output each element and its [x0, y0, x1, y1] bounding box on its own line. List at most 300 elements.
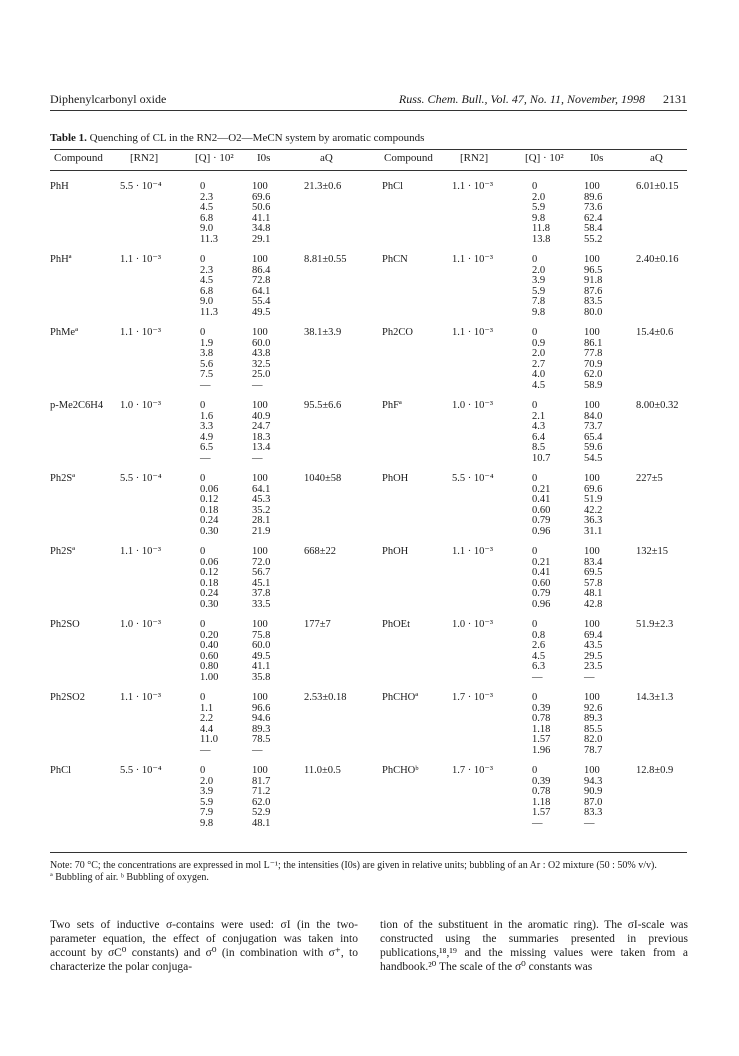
table-row [382, 349, 722, 360]
cell-i0s: — [252, 744, 263, 756]
table-row [382, 589, 722, 600]
cell-aq: 11.0±0.5 [304, 765, 341, 776]
cell-rn2: 1.7 · 10⁻³ [452, 692, 494, 703]
cell-compound: PhCl [50, 765, 72, 776]
cell-i0s: 57.8 [584, 577, 603, 589]
cell-q: 0 [532, 765, 538, 776]
table-row [50, 600, 390, 611]
cell-q: 0.06 [200, 483, 219, 495]
cell-q: — [532, 817, 543, 829]
table-row [382, 600, 722, 611]
running-header [50, 92, 687, 108]
cell-rn2: 1.1 · 10⁻³ [120, 692, 162, 703]
cell-aq: 1040±58 [304, 473, 342, 484]
table-row [50, 214, 390, 225]
cell-q: 9.8 [532, 212, 546, 224]
cell-q: 8.5 [532, 442, 546, 453]
cell-q: 9.0 [200, 296, 214, 307]
cell-i0s: 58.9 [584, 379, 603, 391]
compound-group [50, 547, 390, 610]
cell-q: 4.5 [200, 275, 214, 286]
cell-q: 7.8 [532, 296, 546, 307]
table-row [382, 735, 722, 746]
table-row [382, 766, 722, 777]
cell-i0s: 75.8 [252, 629, 271, 641]
cell-compound: PhOH [382, 473, 409, 484]
compound-group [382, 620, 722, 683]
cell-rn2: 1.0 · 10⁻³ [452, 619, 494, 630]
cell-q: 6.8 [200, 212, 214, 224]
cell-compound: Ph2Sª [50, 546, 76, 557]
table-row [382, 182, 722, 193]
table-row [382, 454, 722, 465]
table-row [50, 777, 390, 788]
cell-q: 0.60 [532, 504, 551, 516]
compound-group [50, 182, 390, 245]
table-row [382, 652, 722, 663]
col-rn2: [RN2] [130, 152, 159, 164]
table-row [50, 360, 390, 371]
table-row [50, 255, 390, 266]
cell-q: 5.9 [532, 285, 546, 297]
col-compound: Compound [54, 152, 103, 164]
cell-q: 2.0 [532, 348, 546, 359]
table-row [382, 266, 722, 277]
cell-i0s: 86.1 [584, 337, 603, 349]
cell-q: 0.79 [532, 515, 551, 526]
cell-q: 3.9 [200, 786, 214, 797]
cell-q: 0.18 [200, 577, 219, 589]
group-spacer [382, 537, 722, 547]
cell-i0s: 100 [584, 692, 600, 703]
cell-i0s: 84.0 [584, 410, 603, 422]
cell-q: 4.5 [200, 202, 214, 213]
cell-q: 2.0 [532, 191, 546, 203]
col-i0s: I0s [257, 152, 271, 164]
table-row [50, 495, 390, 506]
cell-rn2: 1.0 · 10⁻³ [452, 400, 494, 411]
cell-aq: 51.9±2.3 [636, 619, 674, 630]
cell-q: 0 [200, 765, 206, 776]
cell-q: 0.78 [532, 786, 551, 797]
col-compound-r: Compound [384, 152, 433, 164]
table-row [50, 297, 390, 308]
cell-i0s: 100 [584, 254, 600, 265]
cell-q: 0.60 [200, 650, 219, 662]
cell-q: 6.3 [532, 661, 546, 672]
body-column-right: tion of the substituent in the aromatic ring). The σI-scale was constructed using the summaries presented in previous publications,¹⁸,¹⁹ and the missing values were taken from a handbook.²⁰ The scale of the σ⁰ constants was [380, 919, 688, 973]
group-spacer [382, 464, 722, 474]
cell-q: 0.39 [532, 775, 551, 787]
cell-aq: 8.81±0.55 [304, 254, 347, 265]
table-row [382, 235, 722, 246]
cell-i0s: 43.5 [584, 640, 603, 651]
cell-compound: PhCl [382, 181, 404, 192]
journal-citation: Russ. Chem. Bull., Vol. 47, No. 11, November, 1998 [398, 92, 645, 106]
cell-q: 0 [532, 473, 538, 484]
cell-q: 6.8 [200, 285, 214, 297]
cell-i0s: 81.7 [252, 775, 271, 787]
cell-q: 9.8 [200, 817, 214, 829]
table-row [50, 725, 390, 736]
table-row [50, 746, 390, 757]
cell-q: 0.30 [200, 598, 219, 610]
table-row [50, 558, 390, 569]
table-row [50, 182, 390, 193]
cell-i0s: 73.6 [584, 202, 603, 213]
table-row [382, 547, 722, 558]
table-row [50, 381, 390, 392]
table-row [382, 443, 722, 454]
table-row [50, 443, 390, 454]
cell-i0s: 35.8 [252, 671, 271, 683]
table-row [50, 631, 390, 642]
col-q-r: [Q] · 10² [525, 152, 564, 164]
cell-q: 11.8 [532, 223, 550, 234]
cell-q: 0 [200, 327, 206, 338]
cell-i0s: 36.3 [584, 515, 603, 526]
table-row [50, 819, 390, 830]
col-rn2-r: [RN2] [460, 152, 489, 164]
cell-q: 0.96 [532, 525, 551, 537]
table-row [382, 422, 722, 433]
page-number: 2131 [663, 92, 687, 106]
cell-i0s: 71.2 [252, 786, 271, 797]
cell-compound: PhFª [382, 400, 402, 411]
table-row [50, 224, 390, 235]
cell-rn2: 5.5 · 10⁻⁴ [120, 765, 162, 776]
cell-rn2: 5.5 · 10⁻⁴ [120, 473, 162, 484]
cell-q: 0.21 [532, 483, 551, 495]
table-row [382, 704, 722, 715]
table-caption [50, 132, 424, 144]
cell-q: 0 [532, 254, 538, 265]
table-row [382, 506, 722, 517]
cell-q: 2.3 [200, 191, 214, 203]
table-row [382, 558, 722, 569]
table-row [50, 287, 390, 298]
cell-q: 9.0 [200, 223, 214, 234]
table-row [50, 652, 390, 663]
table-row [50, 547, 390, 558]
cell-i0s: 100 [584, 619, 600, 630]
cell-aq: 15.4±0.6 [636, 327, 674, 338]
cell-i0s: 60.0 [252, 640, 271, 651]
cell-i0s: 100 [584, 765, 600, 776]
table-note: Note: 70 °C; the concentrations are expressed in mol L⁻¹; the intensities (I0s) are given in relative units; bubbling of an Ar : O2 mixture (50 : 50% v/v). [50, 860, 657, 871]
table-row [382, 224, 722, 235]
cell-i0s: 24.7 [252, 421, 271, 432]
cell-aq: 12.8±0.9 [636, 765, 674, 776]
cell-i0s: 58.4 [584, 223, 603, 234]
cell-i0s: 69.5 [584, 567, 603, 578]
cell-rn2: 1.0 · 10⁻³ [120, 400, 162, 411]
cell-q: 2.1 [532, 410, 546, 422]
cell-q: 11.0 [200, 734, 218, 745]
cell-q: 4.4 [200, 723, 214, 735]
table-label: Table 1. [50, 132, 87, 144]
table-row [50, 766, 390, 777]
cell-q: 2.3 [200, 264, 214, 276]
cell-q: 0.78 [532, 713, 551, 724]
compound-group [50, 328, 390, 391]
cell-q: 4.9 [200, 431, 214, 443]
cell-aq: 21.3±0.6 [304, 181, 342, 192]
cell-i0s: 100 [584, 181, 600, 192]
cell-i0s: 69.6 [584, 483, 603, 495]
header-rule [50, 110, 687, 111]
table-row [50, 662, 390, 673]
table-row [382, 193, 722, 204]
cell-q: 5.9 [532, 202, 546, 213]
cell-i0s: 43.8 [252, 348, 271, 359]
body-column-left: Two sets of inductive σ-contains were used: σI (in the two-parameter equation, the effect of conjugation was taken into account by σC⁰ constants) and σ⁰ (in combination with σ⁺, to characterize the polar conjuga- [50, 919, 358, 973]
cell-q: 9.8 [532, 306, 546, 318]
cell-i0s: 56.7 [252, 567, 271, 578]
cell-q: 0 [532, 400, 538, 411]
cell-q: 0.41 [532, 494, 551, 505]
compound-group [382, 255, 722, 318]
cell-q: 7.5 [200, 369, 214, 380]
table-footnote: ª Bubbling of air. ᵇ Bubbling of oxygen. [50, 872, 209, 883]
table-row [382, 673, 722, 684]
cell-i0s: 62.4 [584, 212, 603, 224]
table-top-rule [50, 149, 687, 150]
cell-i0s: 59.6 [584, 442, 603, 453]
cell-q: 1.57 [532, 807, 551, 818]
table-row [382, 777, 722, 788]
cell-i0s: 100 [584, 473, 600, 484]
cell-i0s: 55.2 [584, 233, 603, 245]
cell-q: — [532, 671, 543, 683]
cell-q: 5.6 [200, 358, 214, 370]
cell-q: 3.9 [532, 275, 546, 286]
cell-compound: PhH [50, 181, 69, 192]
cell-i0s: — [252, 379, 263, 391]
cell-aq: 8.00±0.32 [636, 400, 679, 411]
cell-q: 3.3 [200, 421, 214, 432]
cell-i0s: 72.8 [252, 275, 271, 286]
cell-compound: PhHª [50, 254, 72, 265]
table-row [382, 641, 722, 652]
cell-q: 0 [532, 181, 538, 192]
table-row [382, 360, 722, 371]
cell-q: 1.57 [532, 734, 551, 745]
table-row [50, 276, 390, 287]
cell-i0s: 64.1 [252, 483, 271, 495]
cell-i0s: 45.3 [252, 494, 271, 505]
cell-q: 2.0 [532, 264, 546, 276]
cell-i0s: 86.4 [252, 264, 271, 276]
cell-q: 0.8 [532, 629, 546, 641]
table-row [382, 276, 722, 287]
cell-q: 4.0 [532, 369, 546, 380]
table-row [382, 568, 722, 579]
cell-q: 0 [532, 692, 538, 703]
cell-i0s: 82.0 [584, 734, 603, 745]
table-row [382, 662, 722, 673]
table-row [382, 433, 722, 444]
table-row [50, 579, 390, 590]
cell-i0s: 32.5 [252, 358, 271, 370]
cell-i0s: 41.1 [252, 661, 271, 672]
table-row [50, 454, 390, 465]
cell-i0s: 87.0 [584, 796, 603, 808]
cell-q: 0.18 [200, 504, 219, 516]
cell-q: 1.18 [532, 723, 551, 735]
table-row [50, 641, 390, 652]
compound-group [382, 401, 722, 464]
cell-i0s: 18.3 [252, 431, 271, 443]
table-row [50, 704, 390, 715]
cell-rn2: 1.1 · 10⁻³ [120, 254, 162, 265]
header-journal-info [399, 92, 687, 107]
cell-q: — [200, 744, 211, 756]
cell-i0s: 100 [584, 400, 600, 411]
cell-i0s: 41.1 [252, 212, 271, 224]
table-row [50, 798, 390, 809]
table-row [382, 401, 722, 412]
cell-q: 0.06 [200, 556, 219, 568]
cell-rn2: 1.1 · 10⁻³ [120, 546, 162, 557]
cell-i0s: 100 [584, 546, 600, 557]
cell-q: 1.1 [200, 702, 214, 714]
table-row [382, 714, 722, 725]
cell-q: 2.0 [200, 775, 214, 787]
cell-q: 1.96 [532, 744, 551, 756]
cell-aq: 227±5 [636, 473, 663, 484]
cell-aq: 14.3±1.3 [636, 692, 674, 703]
cell-q: 13.8 [532, 233, 551, 245]
cell-i0s: 52.9 [252, 807, 271, 818]
table-row [382, 381, 722, 392]
cell-rn2: 1.1 · 10⁻³ [120, 327, 162, 338]
cell-i0s: 100 [252, 546, 268, 557]
table-notes [50, 860, 687, 884]
cell-i0s: 37.8 [252, 588, 271, 599]
group-spacer [50, 537, 390, 547]
cell-i0s: 100 [584, 327, 600, 338]
cell-i0s: 73.7 [584, 421, 603, 432]
cell-i0s: 85.5 [584, 723, 603, 735]
col-aq-r: aQ [650, 152, 663, 164]
table-row [382, 495, 722, 506]
cell-i0s: 89.3 [252, 723, 271, 735]
cell-aq: 38.1±3.9 [304, 327, 342, 338]
cell-q: 0.24 [200, 515, 219, 526]
cell-q: 11.3 [200, 306, 218, 318]
cell-i0s: 65.4 [584, 431, 603, 443]
cell-i0s: 100 [252, 692, 268, 703]
cell-q: 5.9 [200, 796, 214, 808]
table-row [382, 328, 722, 339]
cell-rn2: 1.1 · 10⁻³ [452, 327, 494, 338]
table-row [382, 370, 722, 381]
compound-group [382, 547, 722, 610]
cell-i0s: 83.3 [584, 807, 603, 818]
table-row [50, 370, 390, 381]
cell-i0s: 96.5 [584, 264, 603, 276]
table-row [382, 620, 722, 631]
cell-aq: 6.01±0.15 [636, 181, 679, 192]
compound-group [382, 182, 722, 245]
cell-i0s: 83.4 [584, 556, 603, 568]
cell-i0s: 89.6 [584, 191, 603, 203]
table-row [50, 349, 390, 360]
table-row [382, 297, 722, 308]
cell-i0s: 92.6 [584, 702, 603, 714]
cell-q: 0 [200, 400, 206, 411]
cell-compound: Ph2CO [382, 327, 413, 338]
table-row [382, 579, 722, 590]
table-caption-text: Quenching of CL in the RN2—O2—MeCN system by aromatic compounds [89, 132, 425, 144]
cell-q: 0.30 [200, 525, 219, 537]
cell-i0s: 48.1 [584, 588, 603, 599]
cell-i0s: 42.2 [584, 504, 603, 516]
cell-rn2: 5.5 · 10⁻⁴ [452, 473, 494, 484]
cell-i0s: 78.7 [584, 744, 603, 756]
cell-q: 10.7 [532, 452, 551, 464]
table-row [50, 808, 390, 819]
cell-i0s: 55.4 [252, 296, 271, 307]
cell-i0s: 100 [252, 400, 268, 411]
cell-i0s: 100 [252, 473, 268, 484]
cell-q: 1.18 [532, 796, 551, 808]
cell-q: 0.40 [200, 640, 219, 651]
cell-q: 0.12 [200, 567, 219, 578]
cell-i0s: 48.1 [252, 817, 271, 829]
cell-q: 1.00 [200, 671, 219, 683]
cell-i0s: 25.0 [252, 369, 271, 380]
table-row [50, 401, 390, 412]
table-row [50, 787, 390, 798]
table-column-headers [50, 152, 687, 168]
cell-compound: Ph2SO [50, 619, 80, 630]
cell-i0s: 69.6 [252, 191, 271, 203]
cell-q: 6.5 [200, 442, 214, 453]
cell-q: 0.9 [532, 337, 546, 349]
table-row [50, 203, 390, 214]
cell-q: 2.6 [532, 640, 546, 651]
table-row [382, 412, 722, 423]
compound-group [50, 620, 390, 683]
table-row [50, 693, 390, 704]
cell-q: 0 [200, 546, 206, 557]
cell-aq: 177±7 [304, 619, 331, 630]
table-row [382, 339, 722, 350]
compound-group [50, 401, 390, 464]
cell-rn2: 1.7 · 10⁻³ [452, 765, 494, 776]
table-row [50, 589, 390, 600]
table-row [382, 485, 722, 496]
cell-i0s: 87.6 [584, 285, 603, 297]
cell-compound: p-Me2C6H4 [50, 400, 104, 411]
cell-i0s: 51.9 [584, 494, 603, 505]
cell-i0s: 64.1 [252, 285, 271, 297]
group-spacer [50, 610, 390, 620]
cell-i0s: 94.6 [252, 713, 271, 724]
cell-aq: 668±22 [304, 546, 337, 557]
cell-i0s: 78.5 [252, 734, 271, 745]
cell-i0s: 80.0 [584, 306, 603, 318]
cell-i0s: 45.1 [252, 577, 271, 589]
table-row [50, 266, 390, 277]
col-aq: aQ [320, 152, 333, 164]
table-row [50, 485, 390, 496]
cell-i0s: 89.3 [584, 713, 603, 724]
compound-group [50, 474, 390, 537]
cell-i0s: 70.9 [584, 358, 603, 370]
